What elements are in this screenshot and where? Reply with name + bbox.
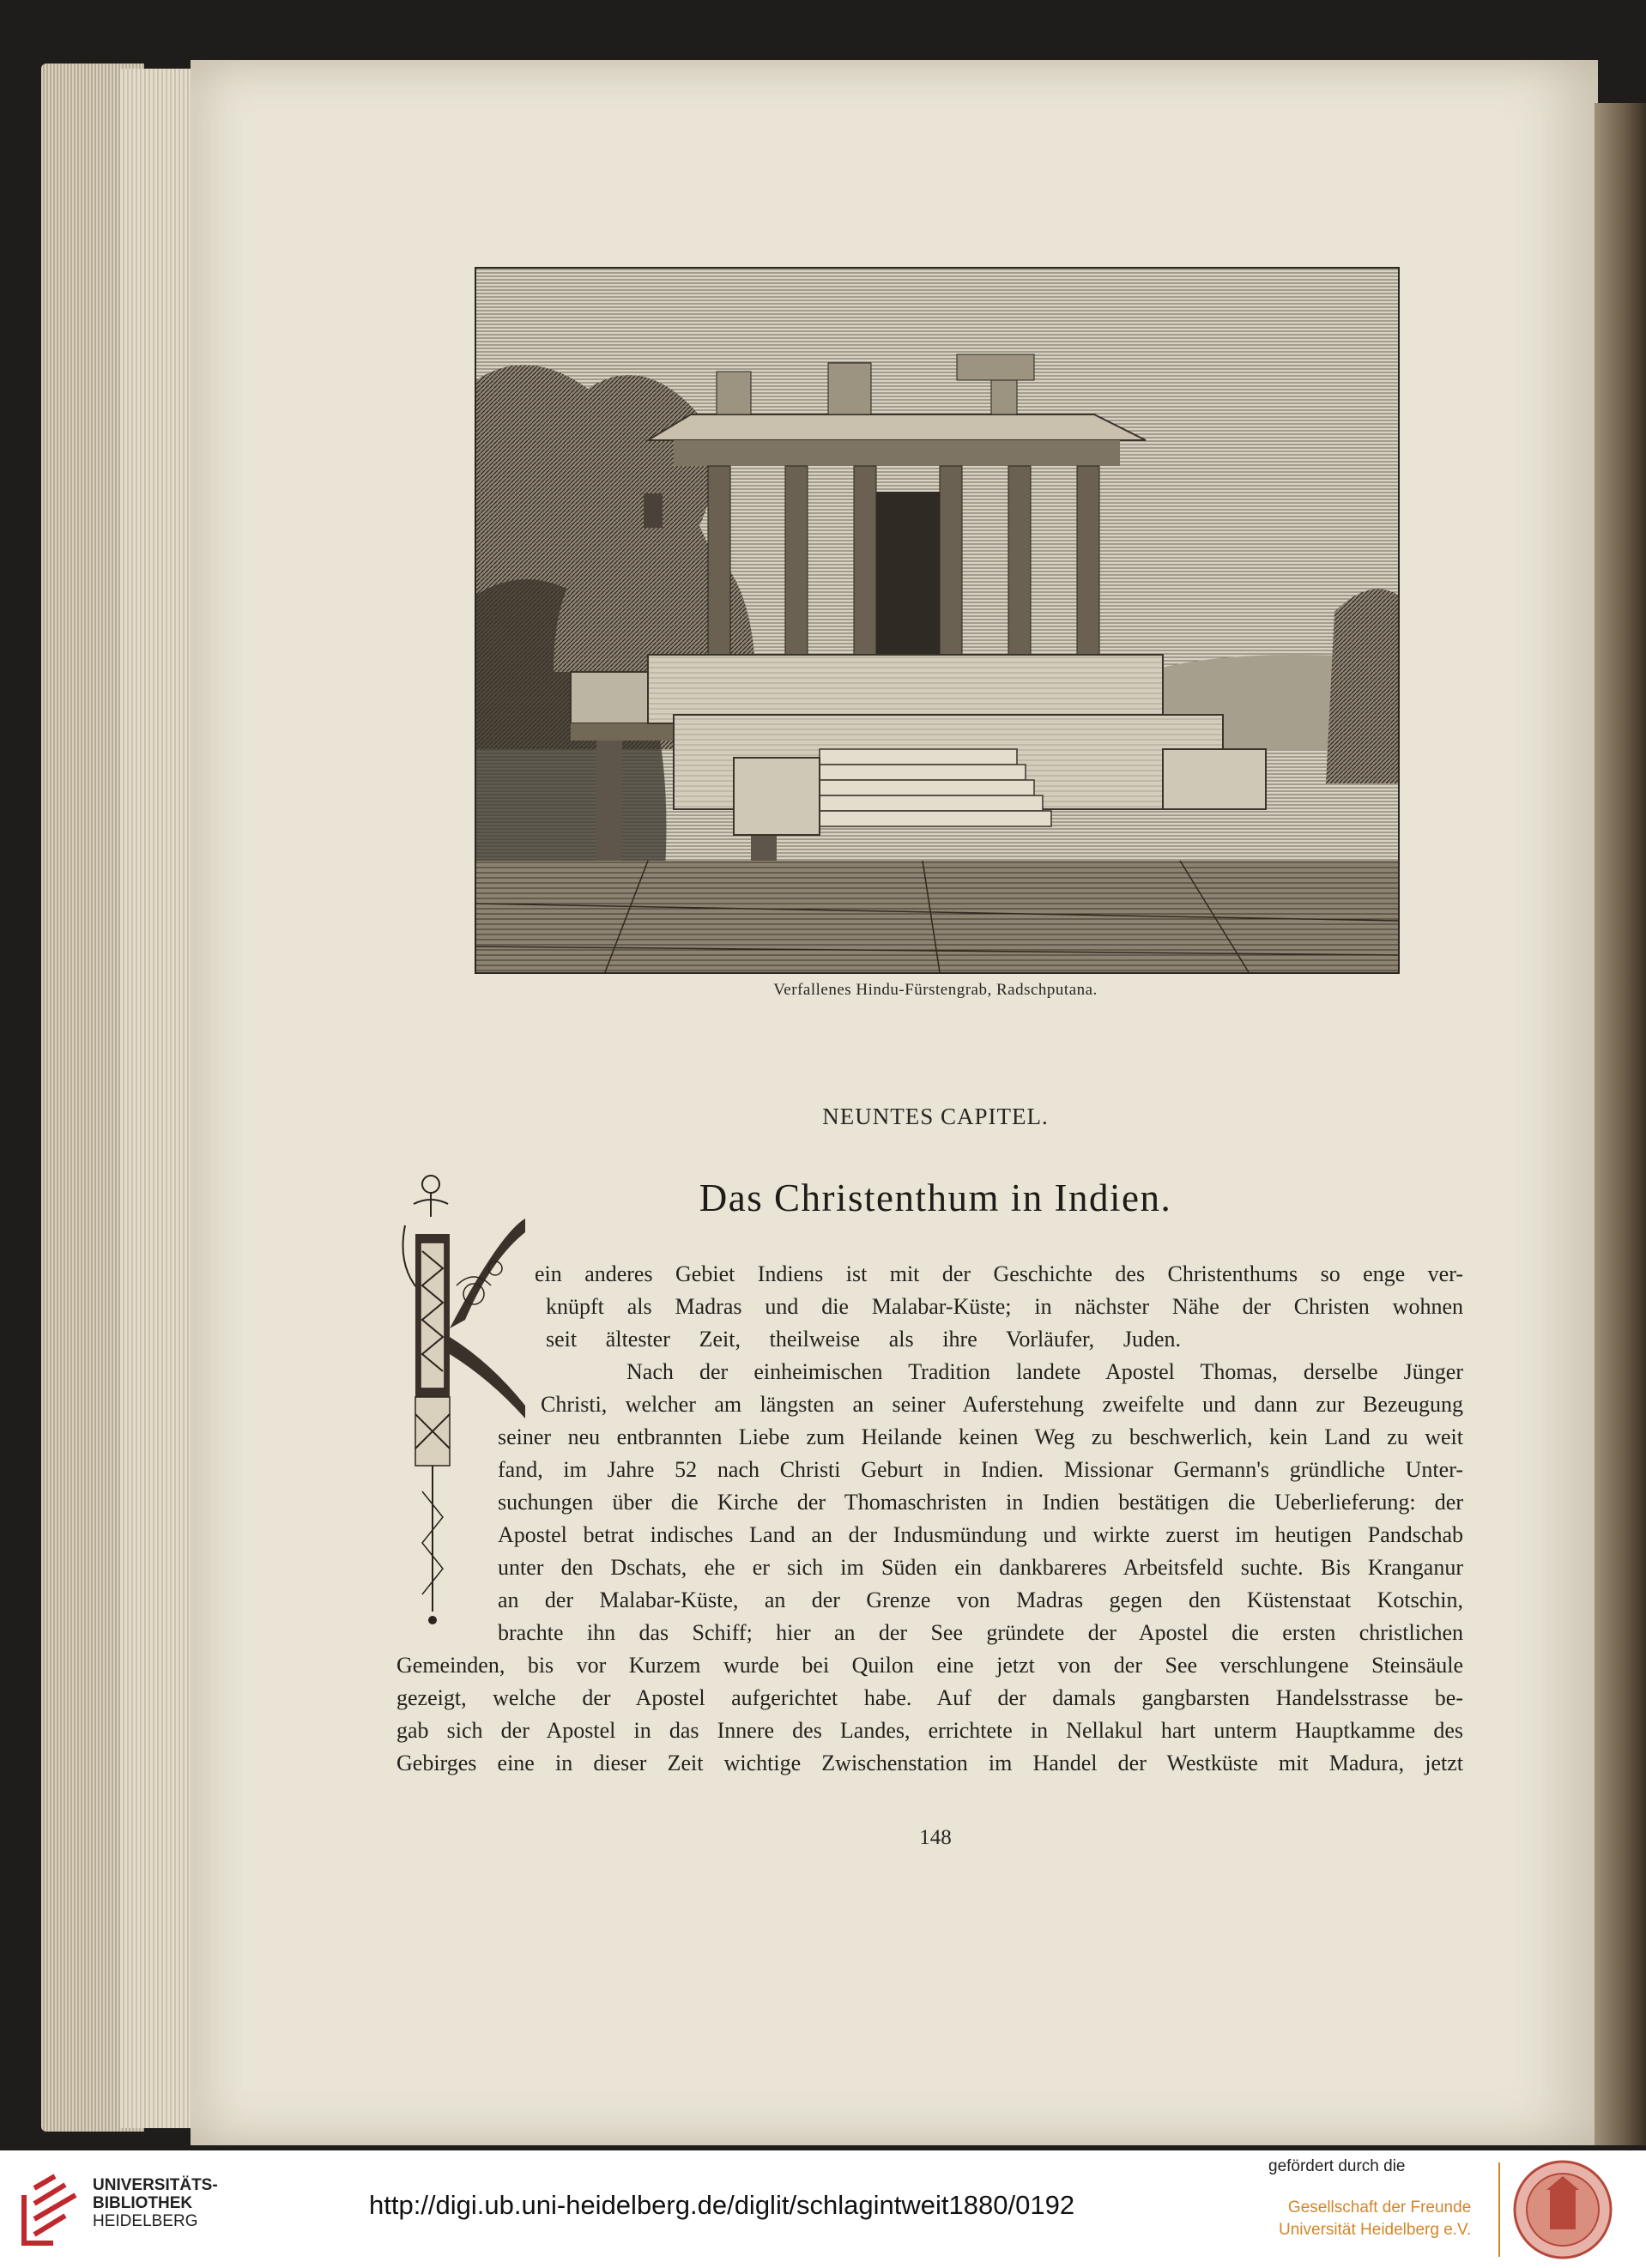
library-name (93, 2176, 218, 2230)
sponsor-name (1279, 2197, 1471, 2241)
body-text-line: Apostel betrat indisches Land an der Indusmündung und wirkte zuerst im heutigen Pandschab (498, 1522, 1463, 1547)
library-name-line: HEIDELBERG (93, 2212, 198, 2230)
engraving-illustration (475, 267, 1400, 974)
sponsor-line: Gesellschaft der Freunde (1287, 2198, 1472, 2217)
digitization-footer (0, 2150, 1646, 2268)
chapter-title: Das Christenthum in Indien. (699, 1176, 1172, 1219)
body-text-line: gezeigt, welche der Apostel aufgerichtet habe. Auf der damals gangbarsten Handelsstrasse be- (396, 1685, 1463, 1710)
body-text-line: unter den Dschats, ehe er sich im Süden ein dankbareres Arbeitsfeld suchte. Bis Kranganur (498, 1555, 1463, 1580)
library-name-line: UNIVERSITÄTS- (93, 2176, 218, 2194)
supported-by-text: gefördert durch die (1268, 2157, 1406, 2175)
body-text-line: gab sich der Apostel in das Innere des Landes, errichtete in Nellakul hart unterm Hauptkamme des (396, 1718, 1463, 1743)
book-spine (1595, 103, 1646, 2145)
body-text-line: an der Malabar-Küste, an der Grenze von Madras gegen den Küstenstaat Kotschin, (498, 1588, 1463, 1612)
body-text-line: ein anderes Gebiet Indiens ist mit der Geschichte des Christenthums so enge ver- (535, 1261, 1463, 1286)
ub-heidelberg-logo-icon (19, 2169, 81, 2248)
body-text-line: Christi, welcher am längsten an seiner Auferstehung zweifelte und dann zur Bezeugung (541, 1392, 1463, 1417)
body-text-line: fand, im Jahre 52 nach Christi Geburt in Indien. Missionar Germann's gründliche Unter- (498, 1457, 1463, 1482)
university-seal-icon (1512, 2159, 1613, 2260)
library-name-line: BIBLIOTHEK (93, 2194, 193, 2212)
footer-divider (1498, 2162, 1500, 2257)
body-text-line: knüpft als Madras und die Malabar-Küste; in nächster Nähe der Christen wohnen (546, 1294, 1463, 1319)
body-text-line: Nach der einheimischen Tradition landete Apostel Thomas, derselbe Jünger (626, 1359, 1463, 1384)
body-text-line: Gebirges eine in dieser Zeit wichtige Zwischenstation im Handel der Westküste mit Madura, jetzt (396, 1751, 1463, 1775)
chapter-label: NEUNTES CAPITEL. (822, 1104, 1049, 1129)
body-text-line: Gemeinden, bis vor Kurzem wurde bei Quilon eine jetzt von der See verschlungene Steinsäule (396, 1653, 1463, 1678)
body-text-line: seit ältester Zeit, theilweise als ihre Vorläufer, Juden. (546, 1327, 1181, 1352)
page-stack (120, 69, 197, 2128)
body-text-line: suchungen über die Kirche der Thomaschristen in Indien bestätigen die Ueberlieferung: der (498, 1490, 1463, 1515)
permalink-url[interactable]: http://digi.ub.uni-heidelberg.de/diglit/schlagintweit1880/0192 (369, 2190, 1075, 2220)
page-number: 148 (919, 1826, 952, 1849)
body-text-line: seiner neu entbrannten Liebe zum Heilande keinen Weg zu beschwerlich, kein Land zu weit (498, 1424, 1463, 1449)
body-text-line: brachte ihn das Schiff; hier an der See gründete der Apostel die ersten christlichen (498, 1620, 1463, 1645)
sponsor-line: Universität Heidelberg e.V. (1279, 2221, 1472, 2239)
illustration-caption: Verfallenes Hindu-Fürstengrab, Radschputana. (773, 981, 1098, 999)
